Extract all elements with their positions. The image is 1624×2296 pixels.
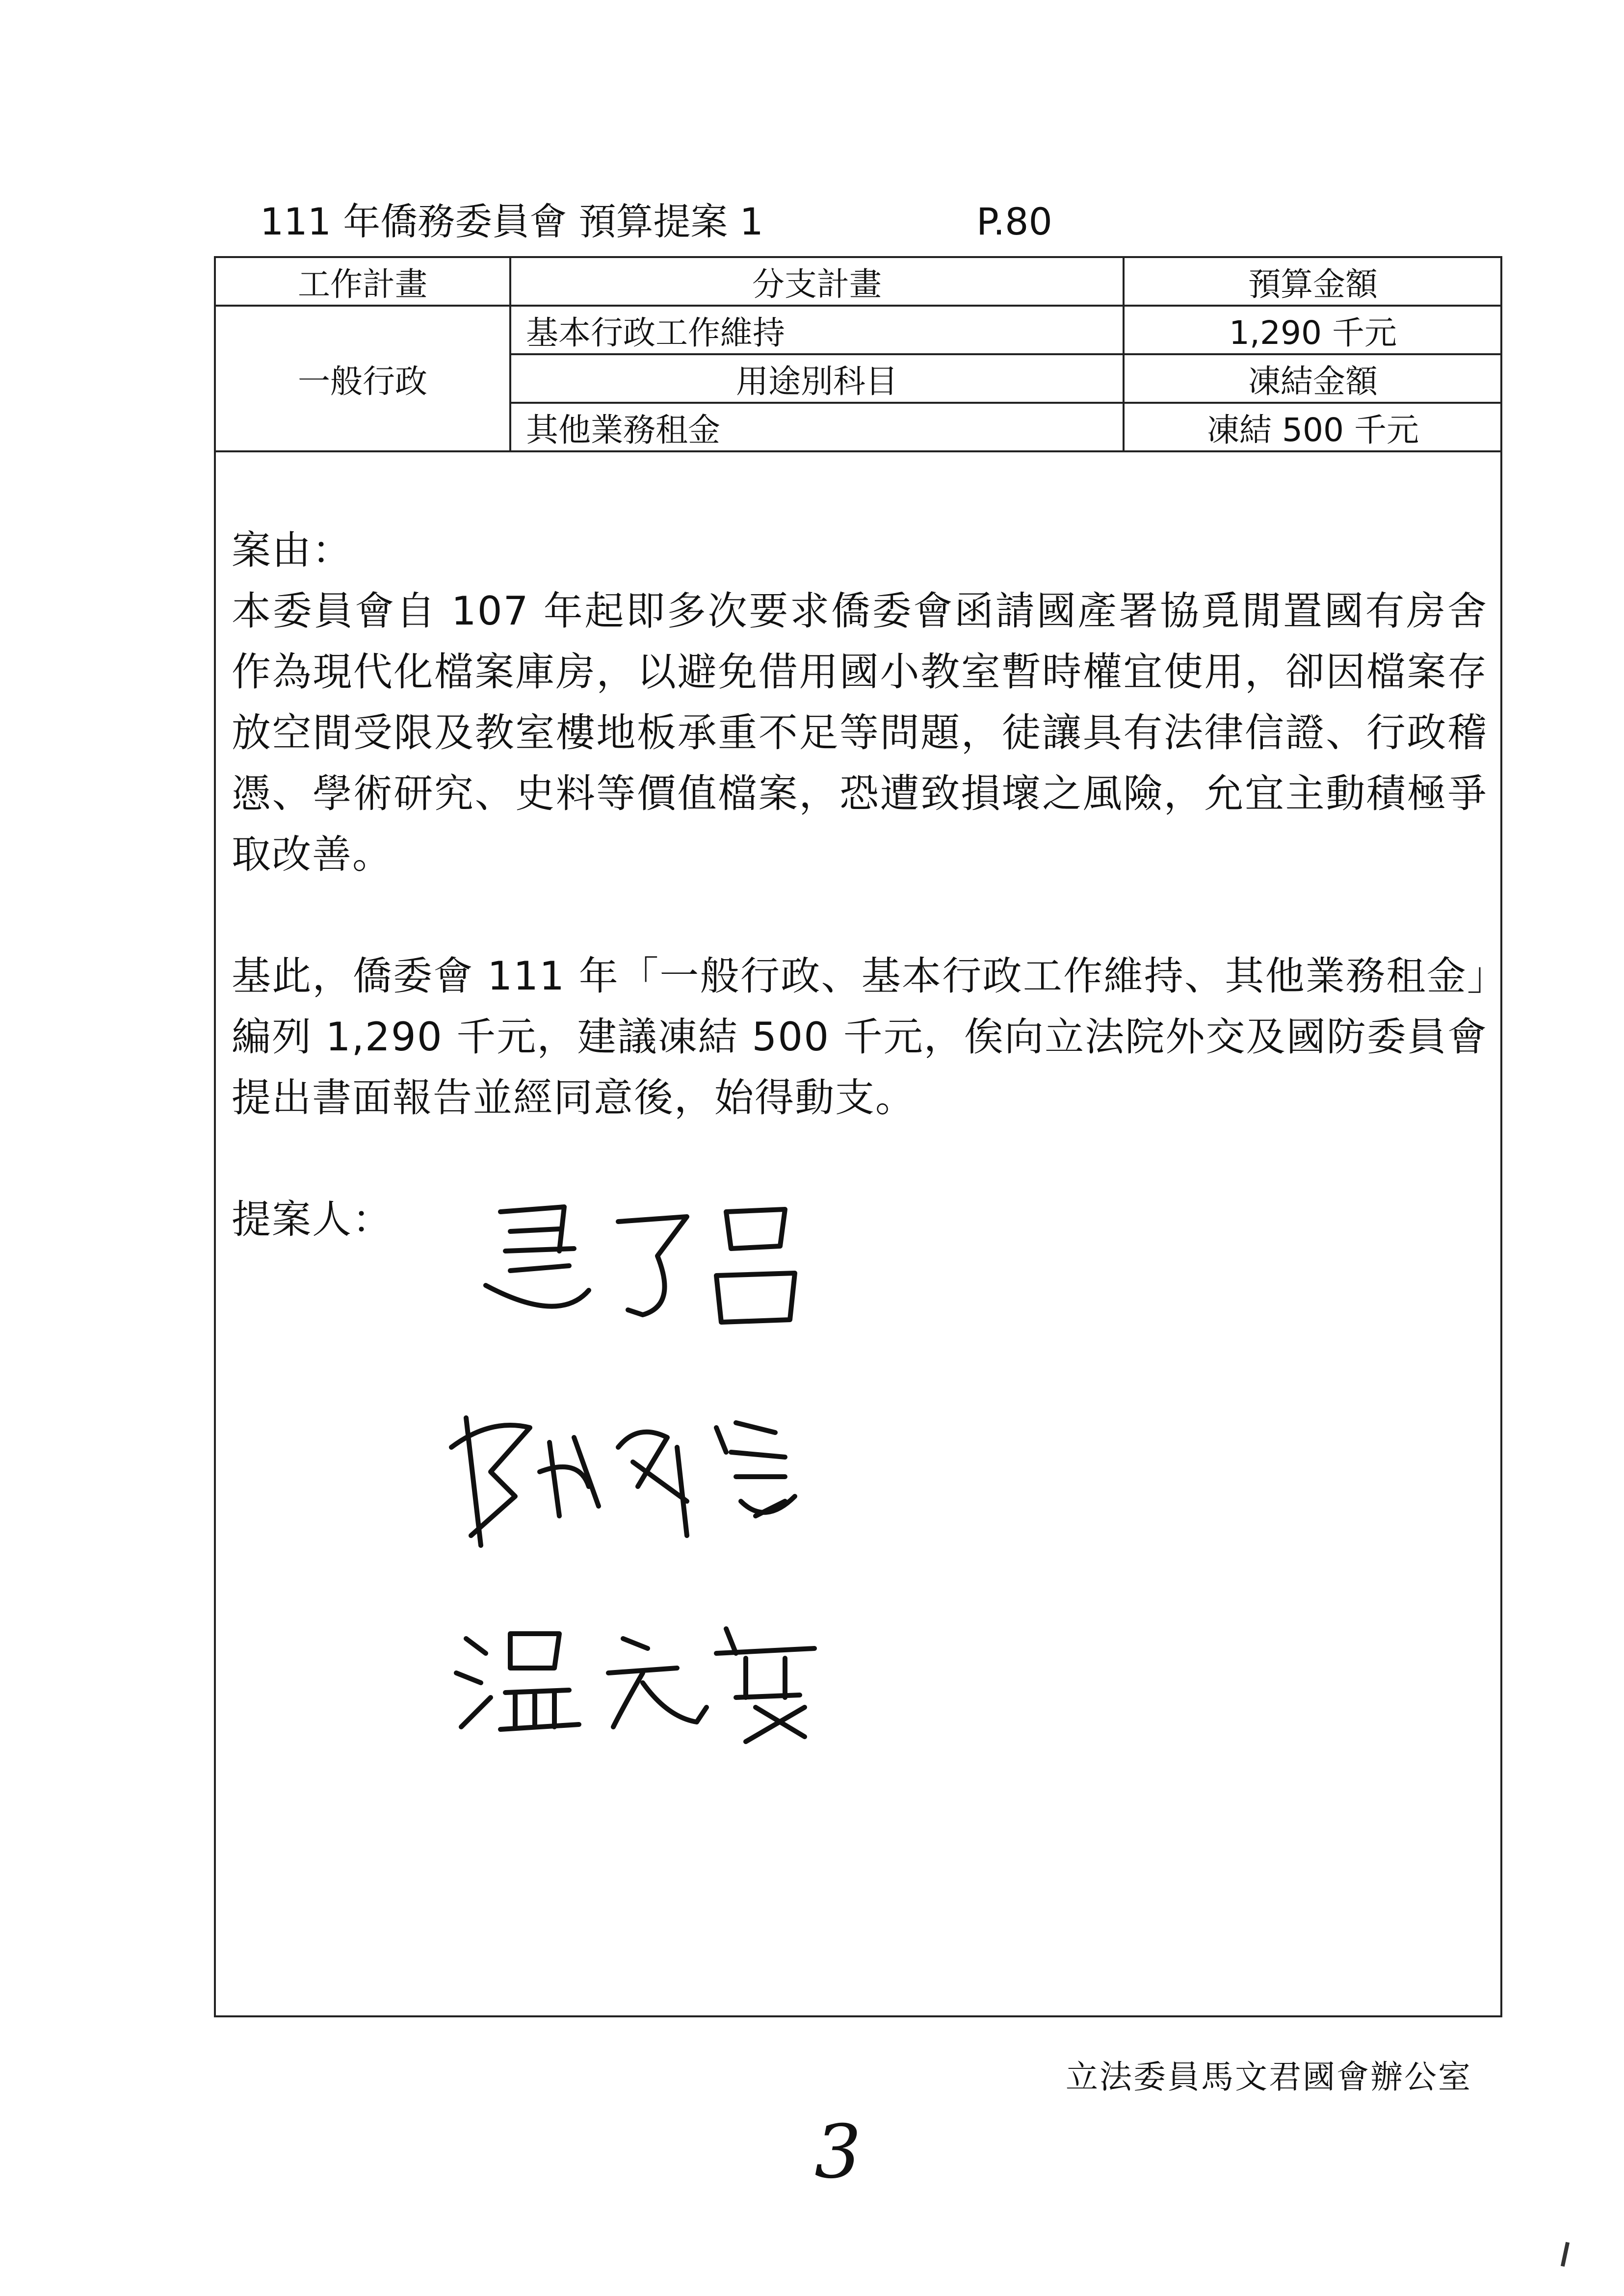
col-header-branch-plan: 分支計畫 <box>510 258 1124 306</box>
office-footer: 立法委員馬文君國會辦公室 <box>1066 2058 1472 2096</box>
proposal-header <box>260 197 1052 246</box>
freeze-amount-header: 凍結金額 <box>1124 354 1501 403</box>
page-number: 3 <box>814 2110 862 2195</box>
col-header-budget-amount: 預算金額 <box>1124 258 1501 306</box>
work-plan-cell: 一般行政 <box>216 306 510 451</box>
table-header-row <box>216 258 1501 306</box>
reason-text: 本委員會自 107 年起即多次要求僑委會函請國產署協覓閒置國有房舍作為現代化檔案庫房，以避免借用國小教室暫時權宜使用，卻因檔案存放空間受限及教室樓地板承重不足等問題，徒讓具有法律信證、行政稽憑、學術研究、史料等價值檔案，恐遭致損壞之風險，允宜主動積極爭取改善。 <box>232 588 1488 877</box>
page-reference: P.80 <box>976 200 1052 243</box>
corner-mark <box>1561 2242 1570 2267</box>
conclusion-text: 基此，僑委會 111 年「一般行政、基本行政工作維持、其他業務租金」編列 1,290 千元，建議凍結 500 千元，俟向立法院外交及國防委員會提出書面報告並經同意後，始得動支。 <box>232 953 1488 1121</box>
reason-label: 案由： <box>232 527 352 573</box>
usage-item-cell: 其他業務租金 <box>510 403 1124 451</box>
usage-item-header: 用途別科目 <box>510 354 1124 403</box>
proposal-body <box>232 520 1488 1250</box>
budget-table <box>216 258 1501 452</box>
signature-2 <box>412 1388 903 1555</box>
col-header-work-plan: 工作計畫 <box>216 258 510 306</box>
proposer-label: 提案人： <box>232 1197 393 1242</box>
proposal-title: 111 年僑務委員會 預算提案 1 <box>260 200 763 243</box>
freeze-amount-cell: 凍結 500 千元 <box>1124 403 1501 451</box>
budget-amount-cell: 1,290 千元 <box>1124 306 1501 354</box>
table-row <box>216 306 1501 354</box>
branch-plan-cell: 基本行政工作維持 <box>510 306 1124 354</box>
signature-3 <box>412 1599 903 1747</box>
signature-1 <box>412 1177 854 1334</box>
